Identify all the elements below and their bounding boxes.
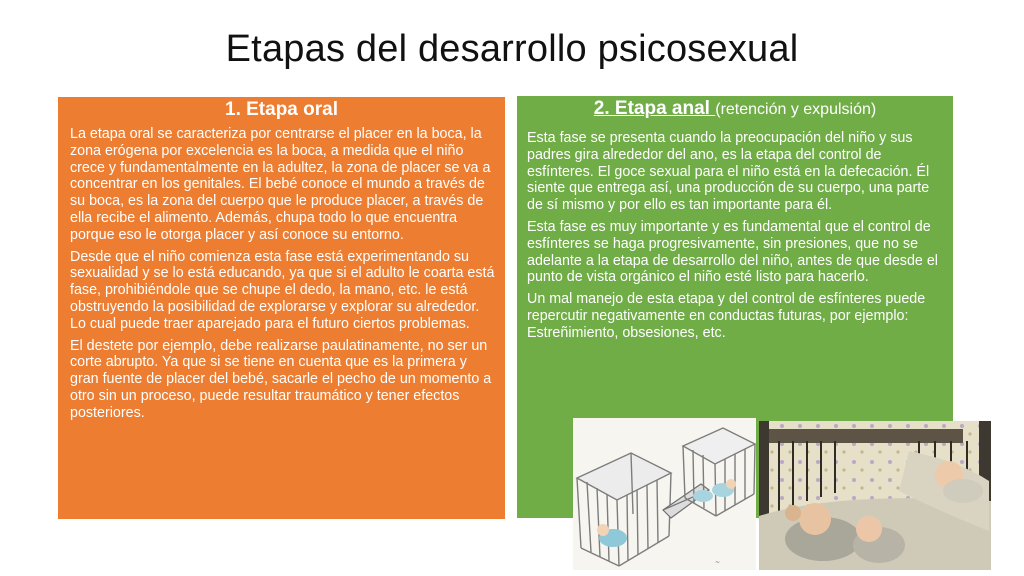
anal-paragraph-1: Esta fase se presenta cuando la preocupación del niño y sus padres gira alrededor del ano, es la etapa del control de esfínteres. El goce sexual para el niño está en la defecación. Él siente que entrega así, una producción de su cuerpo, una parte de sí mismo y por ello es tan importante para él.: [527, 130, 930, 214]
anal-stage-heading-main: 2. Etapa anal: [593, 98, 716, 119]
illustration-group: [573, 418, 991, 570]
oral-stage-heading: 1. Etapa oral: [225, 99, 338, 120]
oral-paragraph-3: El destete por ejemplo, debe realizarse paulatinamente, no ser un corte abrupto. Ya que si se tiene en cuenta que es la primera y gran fuente de placer del bebé, sacarle el pecho de un momento a otro sin un proceso, puede resultar traumático y tener efectos posteriores.: [70, 337, 492, 421]
oral-stage-box: [58, 97, 505, 519]
babies-crib-illustration: [759, 421, 991, 570]
oral-paragraph-2: Desde que el niño comienza esta fase está experimentando su sexualidad y se lo está educando, ya que si el adulto le coarta está fase, prohibiéndole que se chupe el dedo, la mano, etc. le está obstruyendo la posibilidad de explorarse y explorar su alrededor. Lo cual puede traer aparejado para el futuro ciertos problemas.: [70, 248, 495, 332]
anal-paragraph-2: Esta fase es muy importante y es fundamental que el control de esfínteres se haga progresivamente, sin presiones, que no se adelante a la etapa de desarrollo del niño, antes de que desde el punto de vista orgánico el niño esté listo para hacerlo.: [527, 218, 938, 286]
svg-text:~: ~: [715, 559, 721, 566]
cribs-slide-illustration: [573, 418, 756, 570]
oral-paragraph-1: La etapa oral se caracteriza por centrarse el placer en la boca, la zona erógena por excelencia es la boca, a medida que el niño crece y fundamentalmente en la adultez, la zona de placer se va a concentrar en los genitales. El bebé conoce el mundo a través de su boca, es la zona del cuerpo que le produce placer, a través de ella recibe el alimento. Además, chupa todo lo que encuentra porque eso le otorga placer y así conoce su entorno.: [70, 126, 491, 243]
anal-stage-heading: [527, 96, 943, 122]
anal-paragraph-3: Un mal manejo de esta etapa y del control de esfínteres puede repercutir negativamente en conductas futuras, por ejemplo: Estreñimiento, obsesiones, etc.: [527, 291, 926, 341]
anal-stage-heading-sub: (retención y expulsión): [715, 101, 877, 118]
slide-title: Etapas del desarrollo psicosexual: [225, 28, 799, 70]
